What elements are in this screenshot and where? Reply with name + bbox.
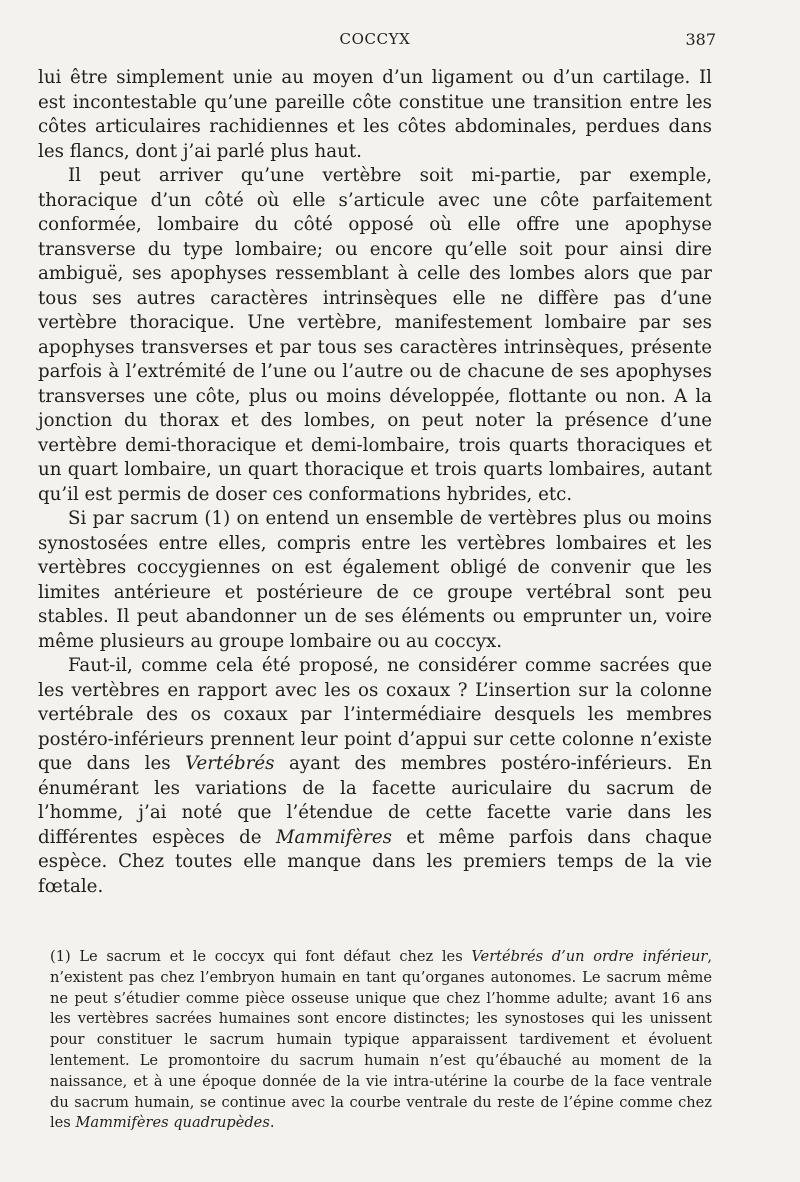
footnote-italic-2: Mammifères quadrupèdes [75, 1114, 270, 1132]
page-number: 387 [685, 30, 716, 49]
paragraph-3: Si par sacrum (1) on entend un ensemble de vertèbres plus ou moins synostosées entre elles, compris entre les vertèbres lombaires et les vertèbres coccygiennes on est également obligé de convenir que les limites antérieure et postérieure de ce groupe vertébral sont peu stables. Il peut abandonner un de ses éléments ou emprunter un, voire même plusieurs au groupe lombaire ou au coccyx. [38, 508, 712, 652]
footnote-italic-1: Vertébrés d’un ordre inférieur [471, 948, 708, 965]
footnote-middle: , n’existent pas chez l’embryon humain en tant qu’organes autonomes. Le sacrum même ne peut s’étudier comme pièce osseuse unique que chez l’homme adulte; avant 16 ans les vertèbres sacrées humaines sont encore distinctes; les synostoses qui les unissent pour constituer le sacrum humain typique apparaissent tardivement et évoluent lentement. Le promontoire du sacrum humain n’est qu’ébauché au moment de la naissance, et à une époque donnée de la vie intra-utérine la courbe de la face ventrale du sacrum humain, se continue avec la courbe ventrale du reste de l’épine comme chez les [50, 948, 712, 1132]
footnote-suffix: . [269, 1114, 275, 1132]
paragraph-4-part-c: et même parfois dans chaque espèce. Chez toutes elle manque dans les premiers temps de la vie fœtale. [38, 826, 712, 897]
header-title: COCCYX [339, 30, 411, 48]
footnote-prefix: (1) Le sacrum et le coccyx qui font défaut chez les [50, 948, 472, 965]
paragraph-4-part-b: ayant des membres postéro-inférieurs. En énumérant les variations de la facette auriculaire du sacrum de l’homme, j’ai noté que l’étendue de cette facette varie dans les différentes espèces de [38, 753, 712, 848]
paragraph-1: lui être simplement unie au moyen d’un ligament ou d’un cartilage. Il est incontestable qu’une pareille côte constitue une transition entre les côtes articulaires rachidiennes et les côtes abdominales, perdues dans les flancs, dont j’ai parlé plus haut. [38, 67, 712, 162]
paragraph-4 [38, 654, 712, 899]
footnote-1 [50, 947, 712, 1134]
footnote-block [38, 947, 712, 1134]
paragraph-2: Il peut arriver qu’une vertèbre soit mi-partie, par exemple, thoracique d’un côté où elle s’articule avec une côte parfaitement conformée, lombaire du côté opposé où elle offre une apophyse transverse du type lombaire; ou encore qu’elle soit pour ainsi dire ambiguë, ses apophyses ressemblant à celle des lombes alors que par tous ses autres caractères intrinsèques elle ne diffère pas d’une vertèbre thoracique. Une vertèbre, manifestement lombaire par ses apophyses transverses et par tous ses caractères intrinsèques, présente parfois à l’extrémité de l’une ou l’autre ou de chacune de ses apophyses transverses une côte, plus ou moins développée, flottante ou non. A la jonction du thorax et des lombes, on peut noter la présence d’une vertèbre demi-thoracique et demi-lombaire, trois quarts thoraciques et un quart lombaire, un quart thoracique et trois quarts lombaires, autant qu’il est permis de doser ces conformations hybrides, etc. [38, 165, 712, 505]
paragraph-4-part-a: Faut-il, comme cela été proposé, ne considérer comme sacrées que les vertèbres en rapport avec les os coxaux ? L’insertion sur la colonne vertébrale des os coxaux par l’intermédiaire desquels les membres postéro-inférieurs prennent leur point d’appui sur cette colonne n’existe que dans les [38, 655, 712, 774]
running-header [38, 26, 716, 56]
main-text [38, 66, 712, 899]
paragraph-4-italic-vertebres: Vertébrés [185, 753, 275, 774]
paragraph-4-italic-mammiferes: Mammifères [275, 826, 392, 848]
